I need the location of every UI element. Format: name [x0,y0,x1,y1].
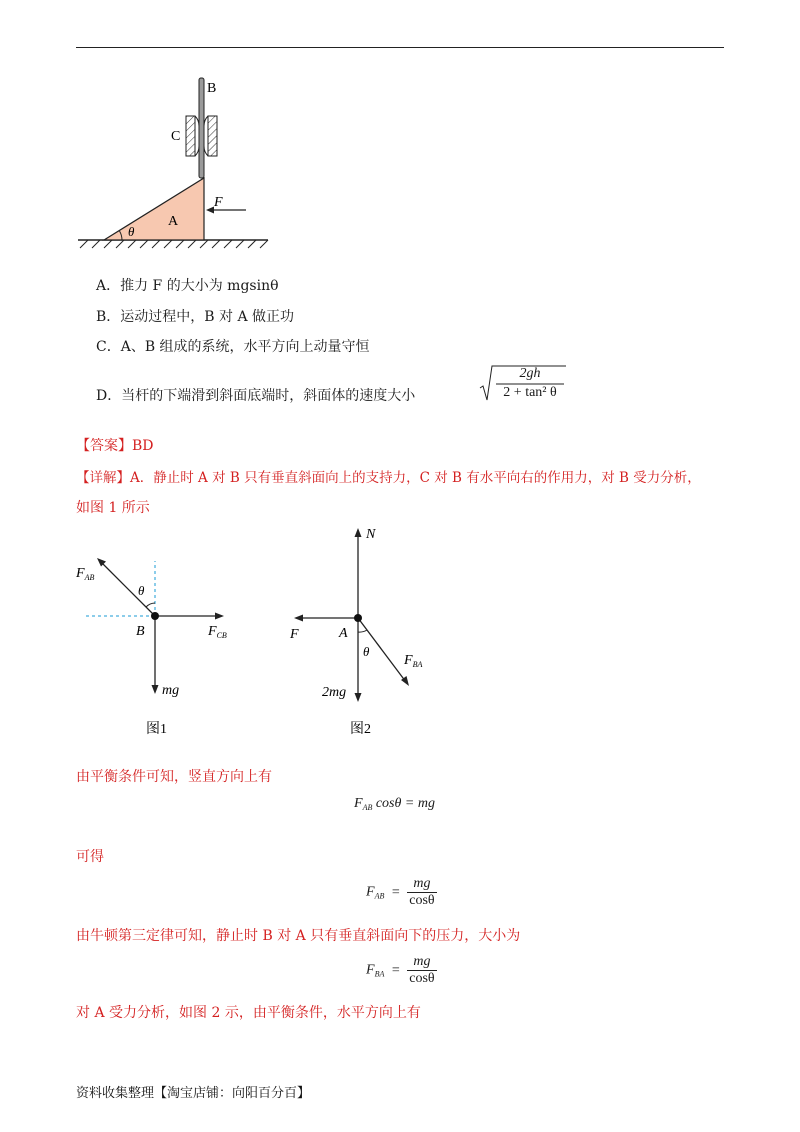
footer-text: 资料收集整理【淘宝店铺：向阳百分百】 [76,1086,311,1101]
wedge-a [104,178,204,240]
label-f: F [214,195,223,210]
explain-p4: 对 A 受力分析，如图 2 示，由平衡条件，水平方向上有 [76,1005,421,1021]
option-d: D．当杆的下端滑到斜面底端时，斜面体的速度大小 [96,388,416,404]
fig1-label-b: B [136,624,145,639]
clamp-left [186,116,195,156]
rod-b [199,78,204,178]
main-figure [70,70,270,255]
fig2-theta-arc [358,630,367,632]
label-c: C [171,129,181,144]
option-a: A．推力 F 的大小为 mgsinθ [96,278,279,294]
explain-line1: 【详解】A．静止时 A 对 B 只有垂直斜面向上的支持力，C 对 B 有水平向右的作用力，对 B 受力分析， [76,470,701,486]
label-theta: θ [128,224,135,239]
equation-3: $F_{BA}$ = $\frac{mg}{\cos\theta}$ [366,954,435,986]
fig2-label-fba: $F_{BA}$ [404,653,423,669]
option-c: C．A、B 组成的系统，水平方向上动量守恒 [96,339,370,355]
option-d-numerator: 2gh [519,366,541,381]
fig1-label-fcb: $F_{CB}$ [208,624,227,640]
point-a [354,614,362,622]
explain-line2: 如图 1 所示 [76,500,150,516]
fig2-label-2mg: 2mg [322,685,347,700]
fig1-label-theta: θ [138,583,145,598]
point-b [151,612,159,620]
fig2-caption: 图2 [350,722,371,737]
top-rule [76,47,724,48]
explain-p1: 由平衡条件可知，竖直方向上有 [76,769,272,785]
fig2-label-theta: θ [363,644,370,659]
explain-p2: 可得 [76,849,104,865]
label-b: B [207,81,217,96]
ground-hatch [80,240,268,248]
answer: 【答案】BD [76,438,154,454]
fig1-label-mg: mg [162,683,180,698]
clamp-right [208,116,217,156]
fig1-label-fab: $F_{AB}$ [76,566,95,582]
figure-1 [70,545,260,740]
fig2-label-n: N [366,527,376,542]
figure-2 [280,520,440,740]
option-b: B．运动过程中，B 对 A 做正功 [96,309,295,325]
label-a: A [168,214,179,229]
equation-1: $F_{AB}$ cosθ = mg [354,796,435,812]
explain-p3: 由牛顿第三定律可知，静止时 B 对 A 只有垂直斜面向下的压力，大小为 [76,928,521,944]
fig1-caption: 图1 [146,722,167,737]
option-d-denominator: 2 + tan² θ [503,385,557,400]
fig2-label-f: F [290,627,299,642]
force-fab-arrow [100,561,155,616]
equation-2: $F_{AB}$ = $\frac{mg}{\cos\theta}$ [366,876,435,908]
fig1-theta-arc [146,603,155,607]
fig2-label-a: A [339,626,348,641]
